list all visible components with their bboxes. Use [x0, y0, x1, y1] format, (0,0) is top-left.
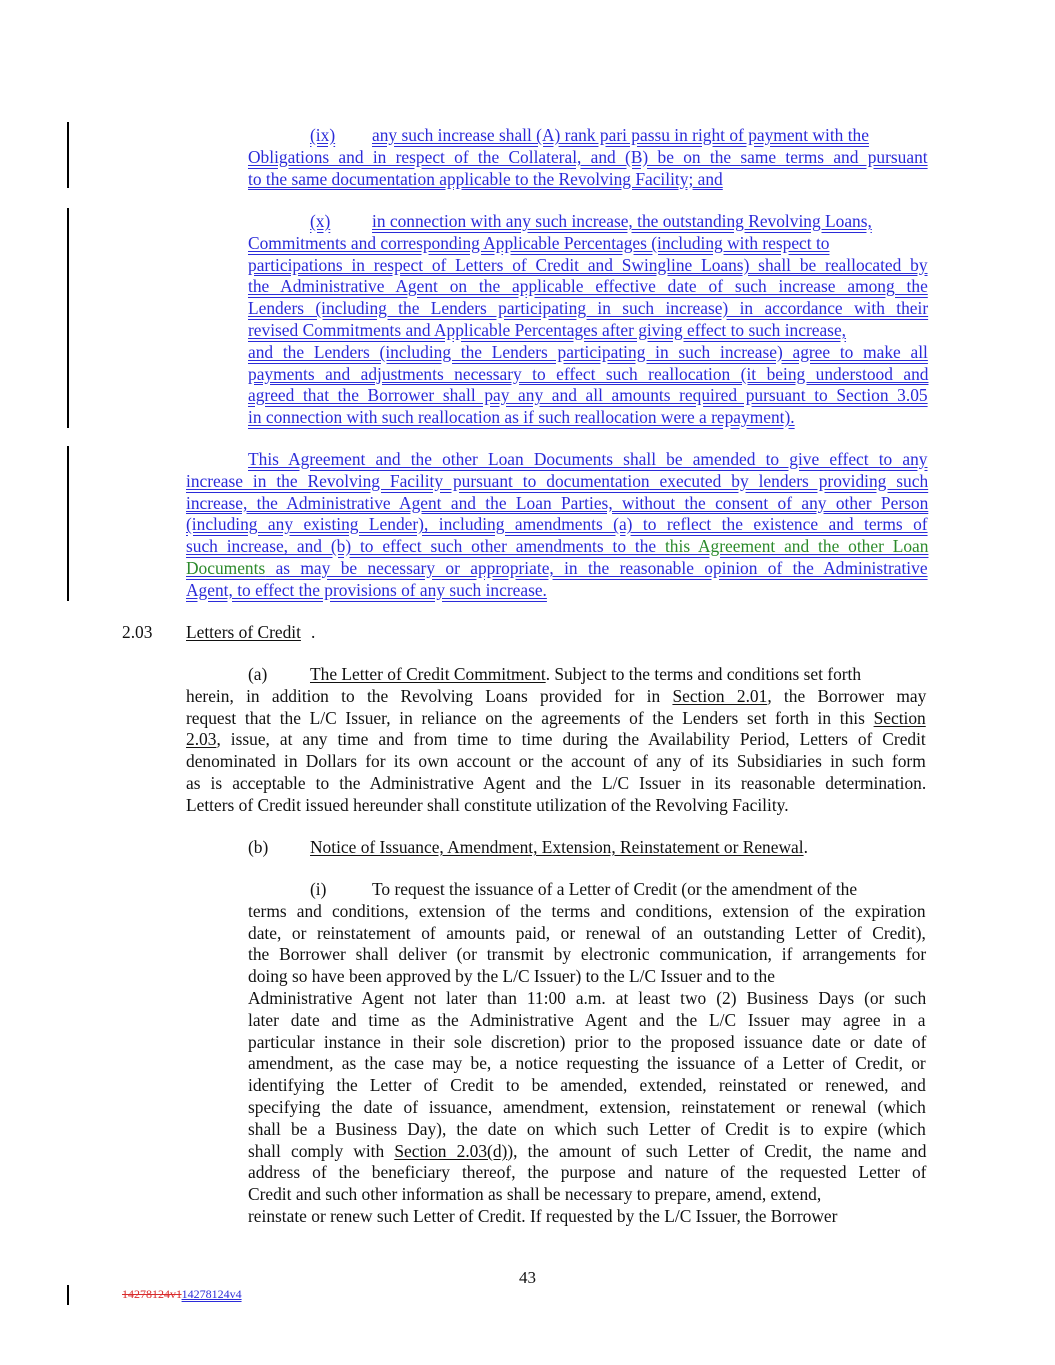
paragraph-i-text: date, or reinstatement of amounts paid, or renewal of an outstanding Letter of Credit), [248, 922, 926, 943]
paragraph-a-text: request that the L/C Issuer, in reliance on the agreements of the Lenders set forth in this [186, 707, 874, 728]
agreement-line: such increase, and (b) to effect such other amendments to the [186, 536, 665, 557]
change-bar-4 [67, 1285, 69, 1305]
paragraph-ix [248, 125, 928, 190]
paragraph-x-label: (x) [310, 211, 331, 231]
paragraph-x-line: Commitments and corresponding Applicable Percentages (including with respect to [248, 232, 830, 253]
section-reference: Section 2.01 [672, 685, 768, 706]
paragraph-i-text: reinstate or renew such Letter of Credit. If requested by the L/C Issuer, the Borrower [248, 1205, 838, 1226]
paragraph-x-line: the Administrative Agent on the applicable effective date of such increase among the [248, 276, 928, 297]
paragraph-b [186, 837, 926, 859]
paragraph-x-line: payments and adjustments necessary to effect such reallocation (it being understood and [248, 363, 929, 384]
paragraph-x-line: Lenders (including the Lenders participating in such increase) in accordance with their [248, 298, 929, 319]
deleted-document-id: 14278124v1 [122, 1287, 182, 1301]
paragraph-a-text: as is acceptable to the Administrative Agent and the L/C Issuer in its reasonable determination. [186, 772, 927, 793]
paragraph-a [186, 664, 926, 817]
paragraph-x-line: in connection with any such increase, the outstanding Revolving Loans, [372, 211, 872, 231]
paragraph-a-text: . Subject to the terms and conditions set forth [545, 664, 862, 684]
paragraph-i-text: the Borrower shall deliver (or transmit by electronic communication, if arrangements for [248, 944, 927, 965]
paragraph-i-text: identifying the Letter of Credit to be amended, extended, reinstated or renewed, and [248, 1075, 926, 1096]
change-bar-3 [67, 446, 69, 601]
paragraph-a-text: , issue, at any time and from time to time during the Availability Period, Letters of Credit [216, 729, 926, 750]
paragraph-a-text: , the Borrower may [767, 685, 927, 706]
document-id-footer [122, 1287, 242, 1302]
paragraph-ix-line: to the same documentation applicable to the Revolving Facility; and [248, 168, 723, 189]
section-reference: Section [873, 707, 926, 728]
paragraph-i-text: Administrative Agent not later than 11:00 a.m. at least two (2) Business Days (or such [248, 987, 927, 1008]
moved-text: this Agreement and the other Loan [664, 536, 929, 557]
paragraph-i-text: amendment, as the case may be, a notice requesting the issuance of a Letter of Credit, or [248, 1053, 926, 1074]
paragraph-i-text: shall be a Business Day), the date on which such Letter of Credit is to expire (which [248, 1118, 926, 1139]
agreement-line: Agent, to effect the provisions of any such increase. [186, 579, 547, 600]
paragraph-i [248, 879, 926, 1228]
paragraph-x-line: in connection with such reallocation as if such reallocation were a repayment). [248, 407, 795, 428]
page-number: 43 [519, 1268, 536, 1287]
paragraph-x [248, 211, 928, 429]
paragraph-i-text: shall comply with [248, 1140, 395, 1161]
agreement-line: (including any existing Lender), including amendments (a) to reflect the existence and terms of [186, 514, 928, 535]
paragraph-x-line: agreed that the Borrower shall pay any and all amounts required pursuant to Section 3.05 [248, 385, 928, 406]
moved-text: Documents [186, 557, 266, 578]
paragraph-i-text: specifying the date of issuance, amendment, extension, reinstatement or renewal (which [248, 1096, 926, 1117]
paragraph-x-line: and the Lenders (including the Lenders participating in such increase) agree to make all [248, 341, 928, 362]
paragraph-i-text: later date and time as the Administrative Agent and the L/C Issuer may agree in a [248, 1009, 926, 1030]
agreement-line: increase, the Administrative Agent and the Loan Parties, without the consent of any other Person [186, 492, 929, 513]
paragraph-a-text: herein, in addition to the Revolving Loans provided for in [186, 685, 673, 706]
paragraph-a-text: denominated in Dollars for its own account or the account of any of its Subsidiaries in such form [186, 751, 926, 772]
section-title-suffix: . [311, 622, 316, 642]
paragraph-a-text: Letters of Credit issued hereunder shall constitute utilization of the Revolving Facility. [186, 794, 789, 815]
paragraph-i-label: (i) [310, 879, 327, 899]
change-bar-1 [67, 122, 69, 188]
paragraph-i-text: ), the amount of such Letter of Credit, the name and [507, 1140, 927, 1161]
paragraph-a-heading: The Letter of Credit Commitment [310, 664, 546, 684]
paragraph-i-text: terms and conditions, extension of the terms and conditions, extension of the expiration [248, 900, 926, 921]
paragraph-ix-line: Obligations and in respect of the Collateral, and (B) be on the same terms and pursuant [248, 146, 928, 167]
paragraph-agreement-amendment [186, 449, 928, 602]
section-heading [122, 622, 822, 644]
paragraph-i-text: Credit and such other information as shall be necessary to prepare, amend, extend, [248, 1184, 822, 1205]
agreement-line: increase in the Revolving Facility pursuant to documentation executed by lenders providing such [186, 470, 929, 491]
paragraph-i-text: doing so have been approved by the L/C Issuer) to the L/C Issuer and to the [248, 966, 775, 987]
paragraph-ix-label: (ix) [310, 125, 336, 145]
paragraph-x-line: revised Commitments and Applicable Percentages after giving effect to such increase, [248, 319, 847, 340]
paragraph-b-label: (b) [248, 837, 269, 857]
paragraph-b-heading: Notice of Issuance, Amendment, Extension, Reinstatement or Renewal [310, 837, 804, 857]
section-reference: 2.03 [186, 729, 217, 750]
section-reference: Section 2.03(d) [394, 1140, 508, 1161]
paragraph-x-line: participations in respect of Letters of Credit and Swingline Loans) shall be reallocated by [248, 254, 928, 275]
paragraph-i-text: address of the beneficiary thereof, the purpose and nature of the requested Letter of [248, 1162, 927, 1183]
agreement-line: as may be necessary or appropriate, in the reasonable opinion of the Administrative [265, 557, 928, 578]
paragraph-b-suffix: . [803, 837, 808, 857]
agreement-line: This Agreement and the other Loan Documents shall be amended to give effect to any [248, 449, 928, 469]
paragraph-i-text: To request the issuance of a Letter of Credit (or the amendment of the [372, 879, 858, 899]
paragraph-i-text: particular instance in their sole discretion) prior to the proposed issuance date or date of [248, 1031, 927, 1052]
paragraph-a-label: (a) [248, 664, 268, 684]
change-bar-2 [67, 208, 69, 428]
paragraph-ix-line: any such increase shall (A) rank pari passu in right of payment with the [372, 125, 869, 145]
section-number: 2.03 [122, 622, 153, 642]
section-title: Letters of Credit [186, 622, 301, 642]
inserted-document-id: 14278124v4 [181, 1287, 242, 1301]
